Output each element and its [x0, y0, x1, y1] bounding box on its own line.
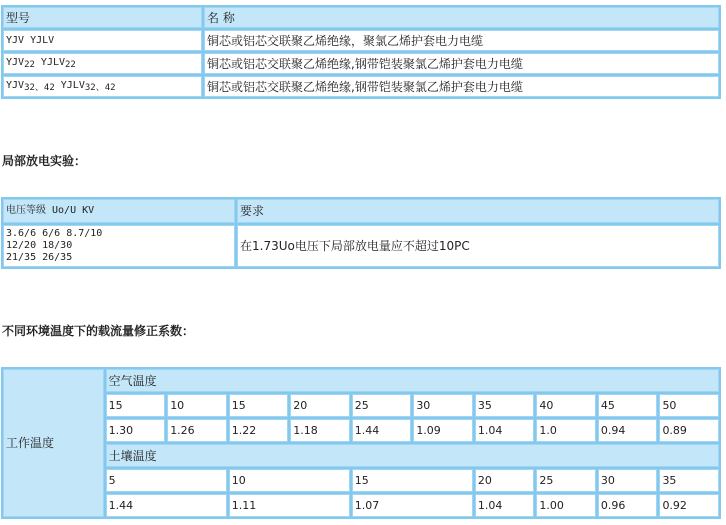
air-factor-cell: 1.26 [167, 419, 227, 442]
correction-title: 不同环境温度下的载流量修正系数： [2, 324, 195, 338]
soil-label-row [3, 444, 719, 467]
name-cell: 铜芯或铝芯交联聚乙烯绝缘，聚氯乙烯护套电力电缆 [204, 30, 719, 51]
correction-factor-table [1, 367, 721, 519]
soil-factor-cell: 0.92 [659, 494, 719, 517]
model-cell: $YJV_{22}$ $YJLV_{22}$ [3, 53, 202, 74]
air-label-row [3, 369, 719, 392]
air-temp-cell: 45 [598, 394, 658, 417]
voltage-levels-cell [3, 225, 235, 267]
air-temp-cell: 35 [475, 394, 535, 417]
partial-discharge-title: 局部放电实验： [2, 154, 87, 168]
name-header: 名 称 [204, 7, 719, 28]
air-temp-cell: 15 [106, 394, 166, 417]
soil-factor-cell: 1.11 [229, 494, 350, 517]
air-temp-cell: 50 [659, 394, 719, 417]
soil-factor-cell: 1.44 [106, 494, 227, 517]
soil-factor-cell: 1.00 [536, 494, 596, 517]
air-factor-row [3, 419, 719, 442]
model-header: 型号 [3, 7, 202, 28]
soil-temp-cell: 15 [352, 469, 473, 492]
air-temp-cell: 15 [229, 394, 289, 417]
table-row [3, 30, 719, 51]
voltage-level: 12/20 18/30 [6, 240, 73, 251]
model-cell: YJV YJLV [3, 30, 202, 51]
air-factor-cell: 0.94 [598, 419, 658, 442]
soil-factor-cell: 1.07 [352, 494, 473, 517]
air-factor-cell: 1.04 [475, 419, 535, 442]
soil-temp-cell: 30 [598, 469, 658, 492]
soil-temp-cell: 10 [229, 469, 350, 492]
air-temp-cell: 25 [352, 394, 412, 417]
table-row [3, 76, 719, 97]
soil-temp-cell: 35 [659, 469, 719, 492]
soil-factor-cell: 1.04 [475, 494, 535, 517]
soil-temp-cell: 5 [106, 469, 227, 492]
soil-factor-row [3, 494, 719, 517]
air-temp-cell: 20 [290, 394, 350, 417]
requirement-cell: 在1.73Uo电压下局部放电量应不超过10PC [237, 225, 719, 267]
air-factor-cell: 1.22 [229, 419, 289, 442]
soil-temp-label: 土壤温度 [106, 444, 719, 467]
table-header-row [3, 7, 719, 28]
air-factor-cell: 0.89 [659, 419, 719, 442]
air-factor-cell: 1.30 [106, 419, 166, 442]
table-row [3, 225, 719, 267]
voltage-level: 21/35 26/35 [6, 252, 73, 263]
working-temp-label: 工作温度 [3, 369, 104, 517]
air-temp-row [3, 394, 719, 417]
air-factor-cell: 1.18 [290, 419, 350, 442]
name-cell: 铜芯或铝芯交联聚乙烯绝缘,钢带铠装聚氯乙烯护套电力电缆 [204, 53, 719, 74]
air-factor-cell: 1.0 [536, 419, 596, 442]
requirement-header: 要求 [237, 199, 719, 223]
name-cell: 铜芯或铝芯交联聚乙烯绝缘,钢带铠装聚氯乙烯护套电力电缆 [204, 76, 719, 97]
cable-model-table [1, 5, 721, 99]
soil-temp-cell: 20 [475, 469, 535, 492]
table-row [3, 53, 719, 74]
air-temp-label: 空气温度 [106, 369, 719, 392]
voltage-header: 电压等级 Uo/U KV [3, 199, 235, 223]
air-factor-cell: 1.44 [352, 419, 412, 442]
air-temp-cell: 40 [536, 394, 596, 417]
soil-temp-cell: 25 [536, 469, 596, 492]
air-factor-cell: 1.09 [413, 419, 473, 442]
partial-discharge-table [1, 197, 721, 269]
air-temp-cell: 10 [167, 394, 227, 417]
table-header-row [3, 199, 719, 223]
soil-factor-cell: 0.96 [598, 494, 658, 517]
air-temp-cell: 30 [413, 394, 473, 417]
soil-temp-row [3, 469, 719, 492]
voltage-level: 3.6/6 6/6 8.7/10 [6, 228, 103, 239]
model-cell: $YJV_{32、42}$ $YJLV_{32、42}$ [3, 76, 202, 97]
